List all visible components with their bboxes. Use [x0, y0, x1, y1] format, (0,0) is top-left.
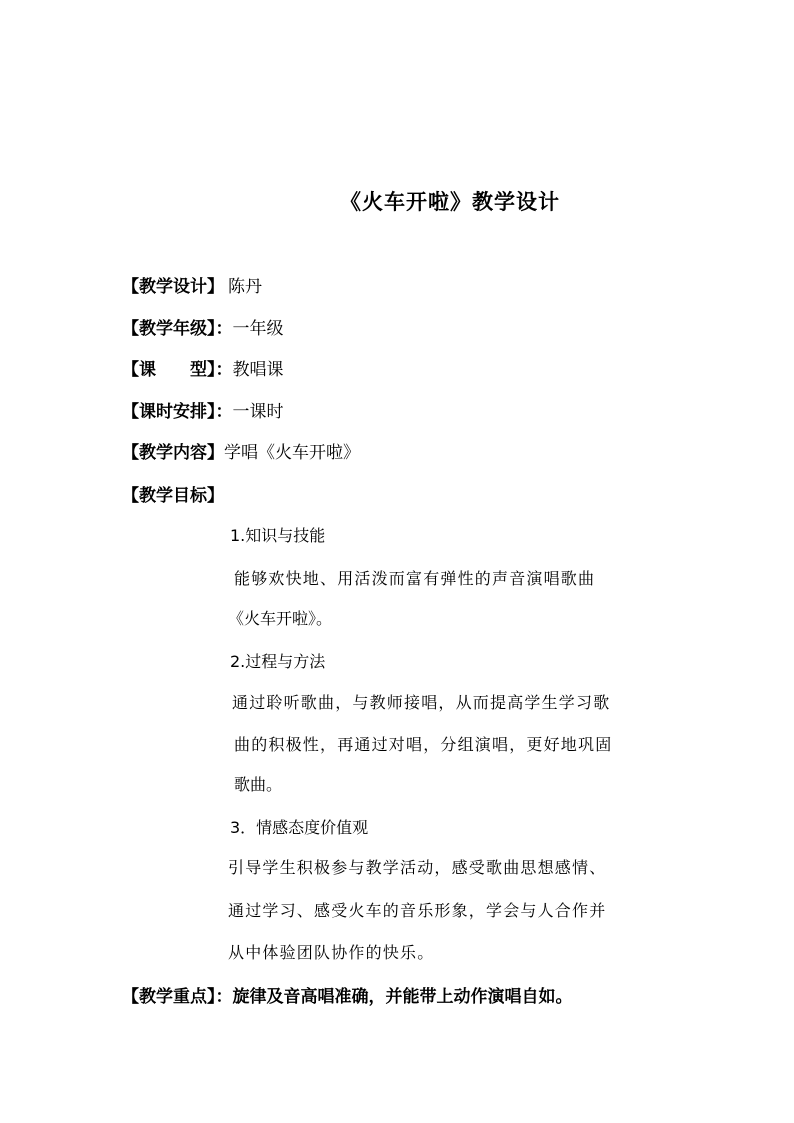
field-label: 【教学年级】：	[122, 319, 233, 339]
goal-text: 从中体验团队协作的快乐。	[228, 943, 435, 962]
document-title: 《火车开啦》教学设计	[340, 190, 560, 214]
key-point-value: ：旋律及音高唱准确，并能带上动作演唱自如。	[215, 987, 573, 1007]
field-label: 【教学目标】	[122, 486, 224, 506]
field-value: 教唱课	[232, 360, 284, 380]
field-label: 【课时安排】：	[122, 402, 233, 422]
goal-heading-3: 3．情感态度价值观	[230, 818, 369, 837]
field-value: 学唱《火车开啦》	[224, 443, 360, 463]
field-label: 【教学设计】	[122, 277, 224, 297]
goal-text: 通过学习、感受火车的音乐形象，学会与人合作并	[228, 901, 607, 920]
field-value: 陈丹	[228, 277, 262, 297]
goal-text: 曲的积极性，再通过对唱，分组演唱，更好地巩固	[234, 735, 613, 754]
field-label: 【课 型】：	[122, 360, 233, 380]
goal-text: 通过聆听歌曲，与教师接唱，从而提高学生学习歌	[232, 693, 611, 712]
goal-text: 《火车开啦》。	[228, 609, 333, 628]
field-value: 一年级	[232, 319, 284, 339]
field-value: 一课时	[232, 402, 284, 422]
field-type	[122, 355, 284, 380]
field-grade	[122, 314, 284, 339]
goal-text: 能够欢快地、用活泼而富有弹性的声音演唱歌曲	[234, 569, 596, 588]
goal-heading-1: 1.知识与技能	[230, 526, 326, 545]
field-label: 【教学内容】	[122, 443, 224, 463]
key-point	[122, 982, 573, 1007]
field-designer	[122, 272, 262, 297]
field-objectives	[122, 481, 224, 506]
goal-heading-2: 2.过程与方法	[230, 652, 326, 671]
goal-text: 引导学生积极参与教学活动，感受歌曲思想感情、	[228, 858, 607, 877]
field-schedule	[122, 397, 284, 422]
key-point-label: 【教学重点】	[122, 987, 216, 1007]
field-content	[122, 438, 360, 463]
goal-text: 歌曲。	[234, 775, 283, 794]
